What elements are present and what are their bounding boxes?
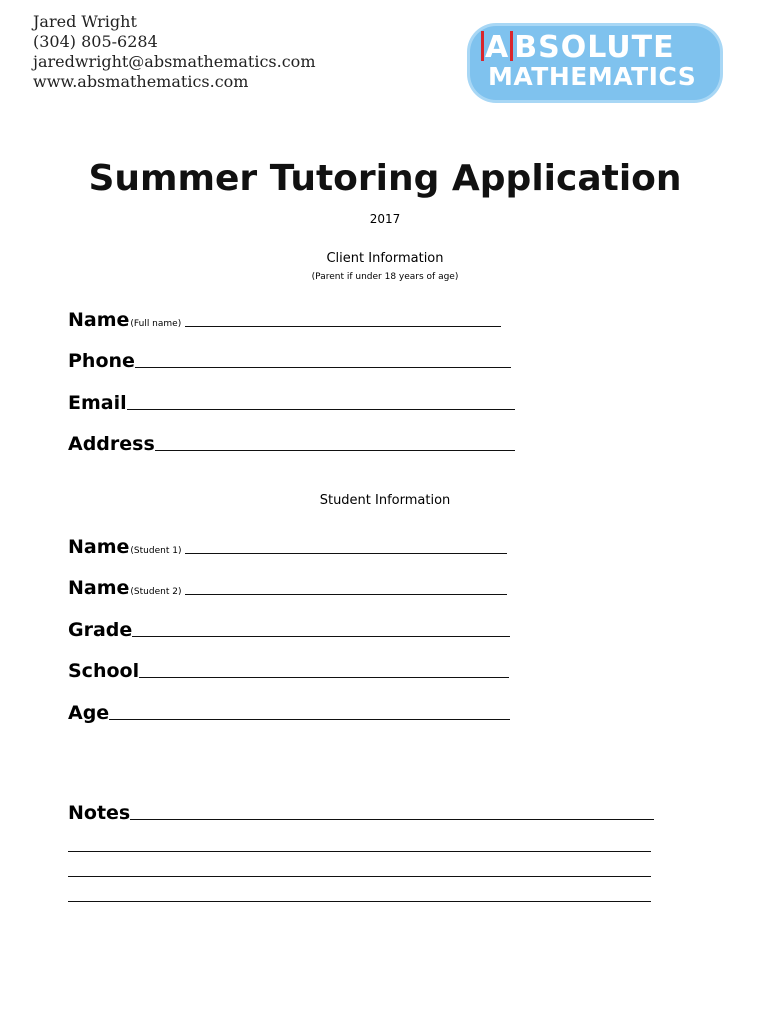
client-address-blank[interactable]	[155, 450, 515, 451]
student1-name-field[interactable]	[68, 536, 507, 558]
absolute-mathematics-logo	[470, 26, 720, 100]
client-email-label: Email	[68, 392, 127, 414]
student-age-blank[interactable]	[109, 719, 510, 720]
student2-name-field[interactable]	[68, 577, 507, 599]
logo-word-bsolute: BSOLUTE	[514, 30, 675, 65]
contact-block	[33, 12, 315, 92]
logo-red-bar-right	[510, 31, 513, 61]
student1-name-label: Name	[68, 536, 130, 558]
notes-field[interactable]	[68, 802, 654, 824]
client-name-blank[interactable]	[185, 326, 501, 327]
student1-name-hint: (Student 1)	[130, 546, 182, 556]
logo-row-2: MATHEMATICS	[488, 62, 697, 91]
student2-name-hint: (Student 2)	[130, 587, 182, 597]
student-grade-field[interactable]	[68, 619, 510, 641]
client-phone-label: Phone	[68, 350, 135, 372]
student1-name-blank[interactable]	[185, 553, 507, 554]
client-name-label: Name	[68, 309, 130, 331]
student-section-heading: Student Information	[319, 493, 451, 508]
notes-line-4[interactable]	[68, 901, 651, 902]
client-name-field[interactable]	[68, 309, 501, 331]
client-email-blank[interactable]	[127, 409, 515, 410]
student-school-label: School	[68, 660, 140, 682]
contact-name: Jared Wright	[33, 12, 137, 31]
contact-website: www.absmathematics.com	[33, 72, 249, 91]
notes-line-3[interactable]	[68, 876, 651, 877]
client-phone-blank[interactable]	[135, 367, 511, 368]
form-year: 2017	[369, 212, 401, 226]
client-name-hint: (Full name)	[130, 319, 182, 329]
student-age-field[interactable]	[68, 702, 510, 724]
client-phone-field[interactable]	[68, 350, 511, 372]
student-grade-label: Grade	[68, 619, 133, 641]
student-grade-blank[interactable]	[132, 636, 510, 637]
logo-row-1	[480, 30, 675, 66]
notes-label: Notes	[68, 802, 131, 824]
student-school-blank[interactable]	[139, 677, 509, 678]
student2-name-blank[interactable]	[185, 594, 507, 595]
notes-blank-first[interactable]	[130, 819, 654, 820]
student2-name-label: Name	[68, 577, 130, 599]
client-section-heading: Client Information	[326, 251, 444, 266]
logo-letter-a: A	[485, 30, 510, 65]
logo-red-bar-left	[481, 31, 484, 61]
student-school-field[interactable]	[68, 660, 509, 682]
contact-email: jaredwright@absmathematics.com	[33, 52, 316, 71]
client-section-note: (Parent if under 18 years of age)	[311, 272, 459, 282]
client-address-field[interactable]	[68, 433, 515, 455]
notes-line-2[interactable]	[68, 851, 651, 852]
student-age-label: Age	[68, 702, 110, 724]
form-title: Summer Tutoring Application	[88, 158, 682, 199]
client-email-field[interactable]	[68, 392, 515, 414]
contact-phone: (304) 805-6284	[33, 32, 158, 51]
client-address-label: Address	[68, 433, 155, 455]
